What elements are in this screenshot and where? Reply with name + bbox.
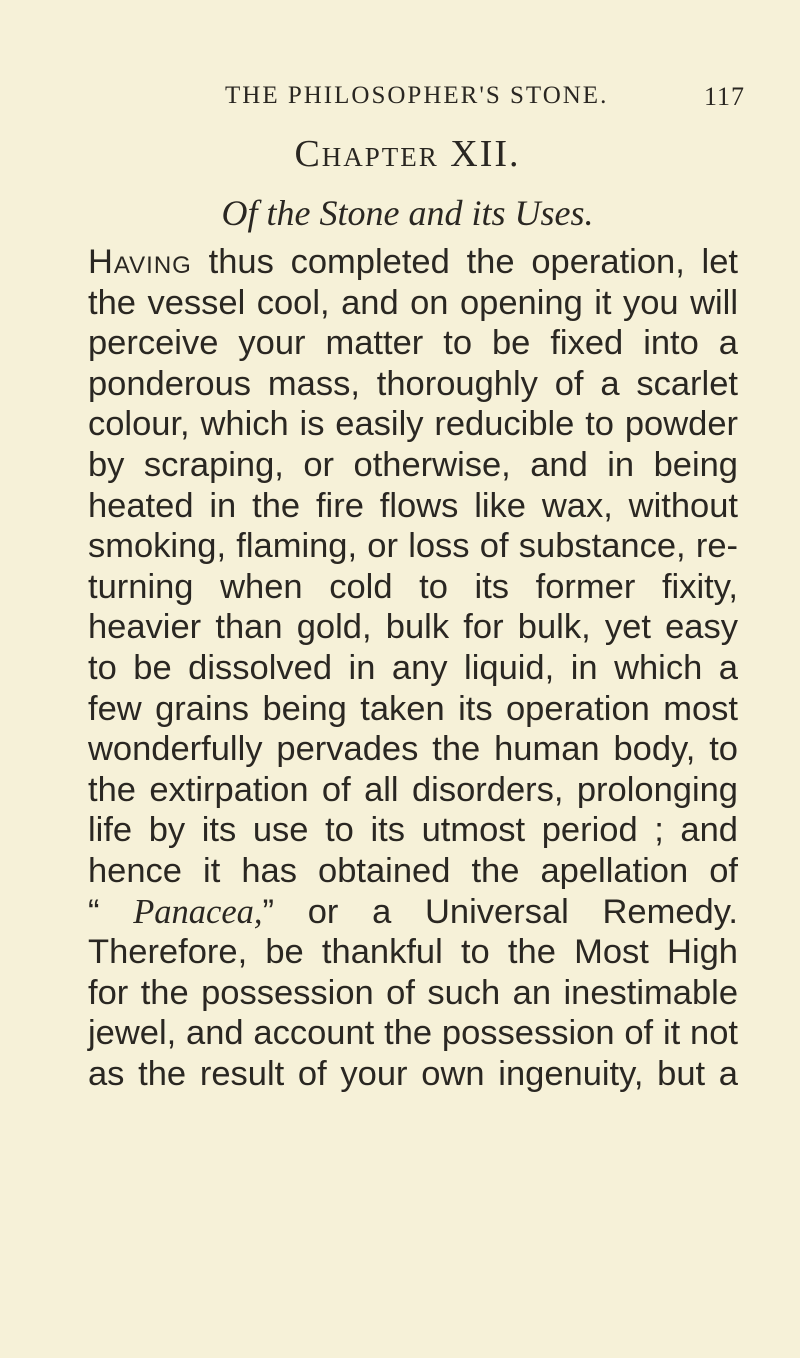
text-line: colour, which is easily reducible to powder: [88, 405, 738, 444]
opening-word: Having: [88, 243, 192, 281]
text-line: heavier than gold, bulk for bulk, yet easy: [88, 608, 738, 647]
chapter-subtitle: Of the Stone and its Uses.: [221, 193, 594, 233]
text-line: wonderfully pervades the human body, to: [88, 730, 738, 769]
text-line: the extirpation of all disorders, prolonging: [88, 770, 738, 809]
text-line: for the possession of such an inestimable: [88, 973, 738, 1012]
text-line: to be dissolved in any liquid, in which a: [88, 648, 738, 687]
text-line-content: thus completed the operation, let: [191, 243, 738, 281]
body-text: [88, 242, 738, 1094]
text-line: Therefore, be thankful to the Most High: [88, 933, 738, 972]
running-title: THE PHILOSOPHER'S STONE.: [225, 82, 609, 109]
text-line: life by its use to its utmost period ; and: [88, 811, 738, 850]
text-line: ponderous mass, thoroughly of a scarlet: [88, 364, 738, 403]
running-head: [225, 82, 745, 122]
page-number: 117: [703, 82, 745, 111]
text-line: [88, 242, 738, 283]
text-line: smoking, flaming, or loss of substance, re-: [88, 527, 738, 566]
chapter-heading: Chapter XII.: [294, 133, 521, 175]
text-line-panacea: [88, 892, 738, 933]
text-line: perceive your matter to be fixed into a: [88, 324, 738, 363]
panacea-word: Panacea,: [133, 892, 263, 931]
open-quote: “: [88, 892, 134, 931]
text-line: hence it has obtained the apellation of: [88, 851, 738, 890]
panacea-rest: ” or a Universal Remedy.: [262, 892, 738, 931]
text-line: turning when cold to its former fixity,: [88, 567, 738, 606]
text-line: jewel, and account the possession of it not: [88, 1014, 738, 1053]
text-line: few grains being taken its operation most: [88, 689, 738, 728]
text-line: by scraping, or otherwise, and in being: [88, 445, 738, 484]
text-line: heated in the fire flows like wax, without: [88, 486, 738, 525]
text-line: the vessel cool, and on opening it you will: [88, 283, 738, 322]
text-line: as the result of your own ingenuity, but a: [88, 1054, 738, 1093]
